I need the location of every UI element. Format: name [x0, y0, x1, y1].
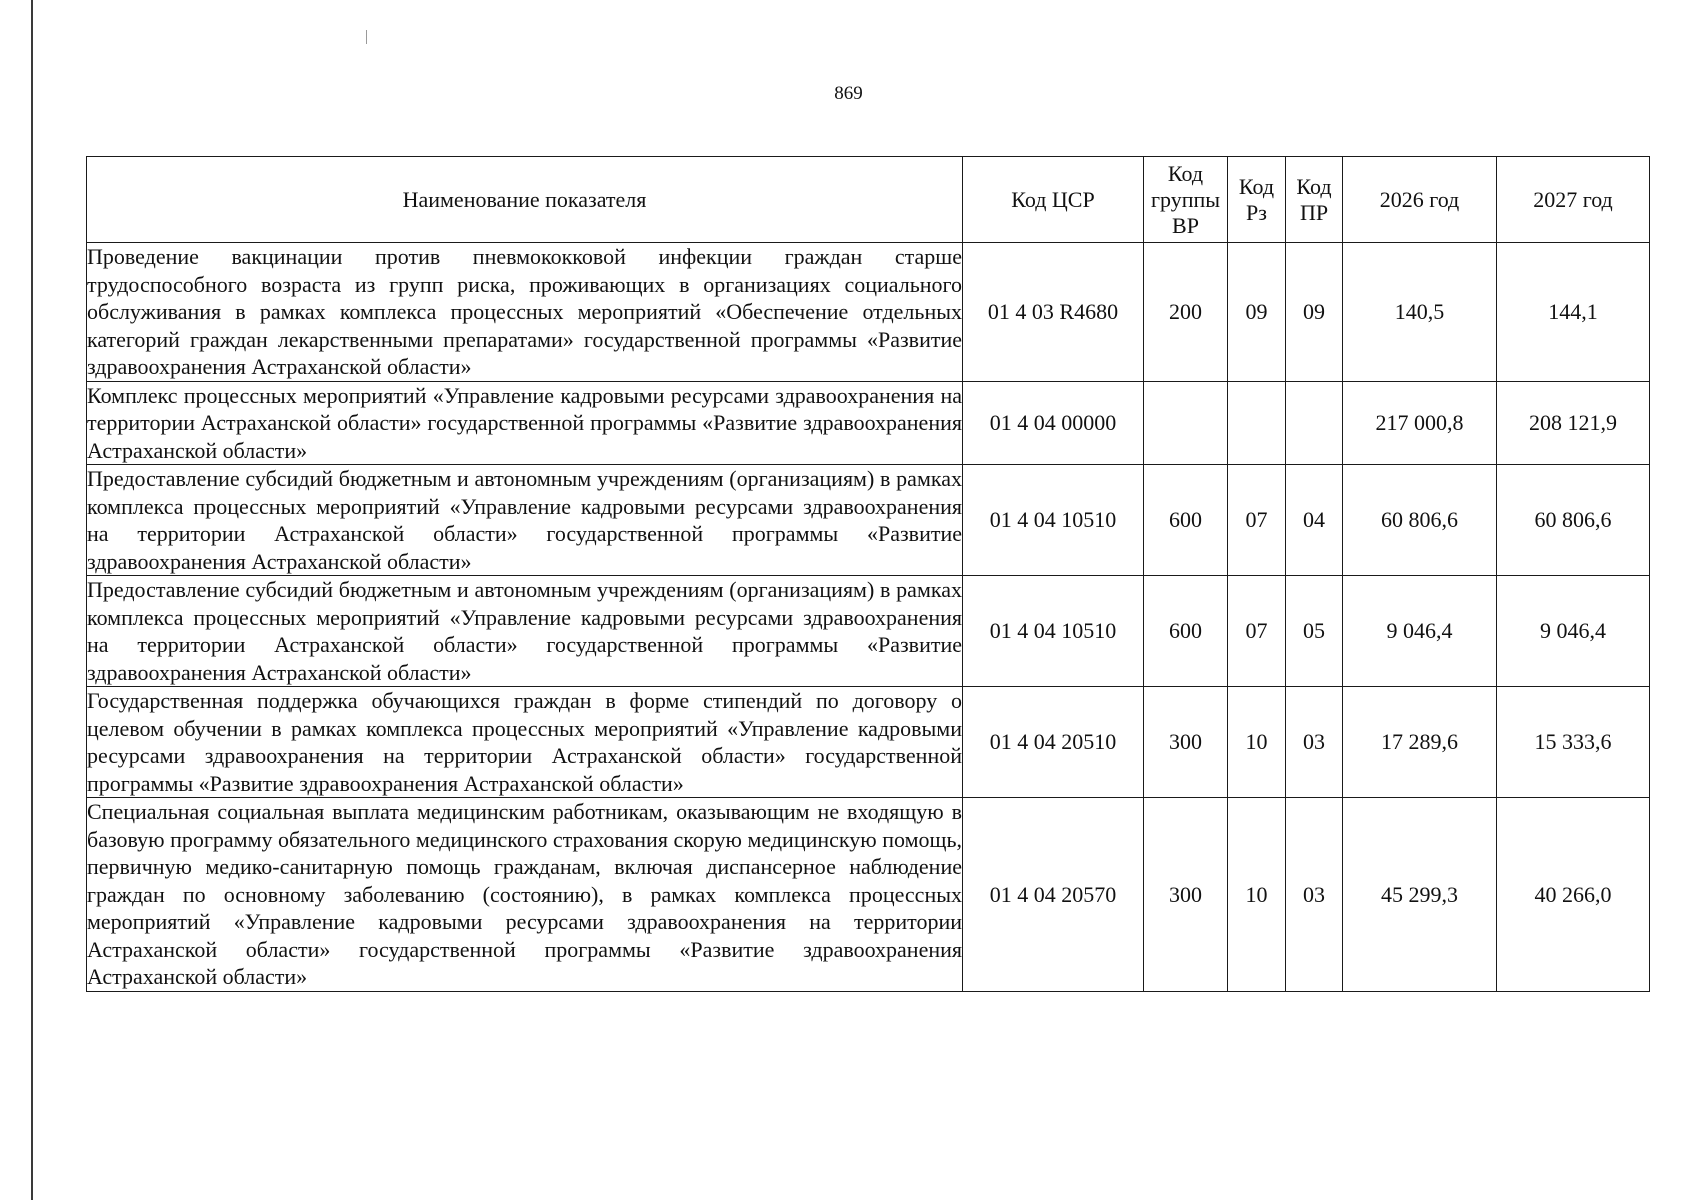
- row-2027: 40 266,0: [1497, 798, 1650, 992]
- row-rz: 09: [1228, 243, 1286, 382]
- row-pr: 03: [1286, 687, 1343, 798]
- row-name: Комплекс процессных мероприятий «Управление кадровыми ресурсами здравоохранения на территории Астраханской области» государственной программы «Развитие здравоохранения Астраханской области»: [87, 382, 962, 463]
- table-row: [87, 798, 1650, 992]
- row-csr: 01 4 04 20510: [963, 687, 1144, 798]
- row-name: Государственная поддержка обучающихся граждан в форме стипендий по договору о целевом обучении в рамках комплекса процессных мероприятий «Управление кадровыми ресурсами здравоохранения на территории Астраханской области» государственной программы «Развитие здравоохранения Астраханской области»: [87, 688, 962, 796]
- row-name: Предоставление субсидий бюджетным и автономным учреждениям (организациям) в рамках комплекса процессных мероприятий «Управление кадровыми ресурсами здравоохранения на территории Астраханской области» государственной программы «Развитие здравоохранения Астраханской области»: [87, 466, 962, 574]
- row-2027: 60 806,6: [1497, 465, 1650, 576]
- table-row: [87, 381, 1650, 465]
- header-2026: 2026 год: [1343, 157, 1497, 243]
- row-vr: 300: [1144, 798, 1228, 992]
- row-2026: 217 000,8: [1343, 381, 1497, 465]
- row-name: Предоставление субсидий бюджетным и автономным учреждениям (организациям) в рамках комплекса процессных мероприятий «Управление кадровыми ресурсами здравоохранения на территории Астраханской области» государственной программы «Развитие здравоохранения Астраханской области»: [87, 577, 962, 685]
- header-vr: Код группы ВР: [1144, 157, 1228, 243]
- row-2026: 60 806,6: [1343, 465, 1497, 576]
- table-row: [87, 465, 1650, 576]
- row-pr: 05: [1286, 576, 1343, 687]
- row-rz: [1228, 381, 1286, 465]
- row-2027: 9 046,4: [1497, 576, 1650, 687]
- row-pr: 09: [1286, 243, 1343, 382]
- row-csr: 01 4 04 10510: [963, 576, 1144, 687]
- row-pr: 04: [1286, 465, 1343, 576]
- row-rz: 10: [1228, 687, 1286, 798]
- scan-speck: [366, 30, 367, 44]
- row-rz: 07: [1228, 576, 1286, 687]
- header-rz: Код Рз: [1228, 157, 1286, 243]
- row-csr: 01 4 04 10510: [963, 465, 1144, 576]
- header-row: [87, 157, 1650, 243]
- row-vr: 600: [1144, 576, 1228, 687]
- row-2027: 208 121,9: [1497, 381, 1650, 465]
- row-rz: 10: [1228, 798, 1286, 992]
- row-pr: 03: [1286, 798, 1343, 992]
- row-csr: 01 4 04 00000: [963, 381, 1144, 465]
- row-csr: 01 4 04 20570: [963, 798, 1144, 992]
- page-number: 869: [834, 83, 863, 104]
- table-row: [87, 576, 1650, 687]
- row-2026: 9 046,4: [1343, 576, 1497, 687]
- table-row: [87, 687, 1650, 798]
- row-vr: 300: [1144, 687, 1228, 798]
- row-rz: 07: [1228, 465, 1286, 576]
- row-2027: 144,1: [1497, 243, 1650, 382]
- header-pr: Код ПР: [1286, 157, 1343, 243]
- row-pr: [1286, 381, 1343, 465]
- row-vr: 600: [1144, 465, 1228, 576]
- row-2026: 45 299,3: [1343, 798, 1497, 992]
- row-2026: 140,5: [1343, 243, 1497, 382]
- table-body: [87, 243, 1650, 992]
- table-row: [87, 243, 1650, 382]
- header-csr: Код ЦСР: [963, 157, 1144, 243]
- row-2026: 17 289,6: [1343, 687, 1497, 798]
- row-vr: [1144, 381, 1228, 465]
- table-header: [87, 157, 1650, 243]
- row-vr: 200: [1144, 243, 1228, 382]
- row-name: Специальная социальная выплата медицинским работникам, оказывающим не входящую в базовую программу обязательного медицинского страхования скорую медицинскую помощь, первичную медико-санитарную помощь гражданам, включая диспансерное наблюдение граждан по основному заболеванию (состоянию), в рамках комплекса процессных мероприятий «Управление кадровыми ресурсами здравоохранения на территории Астраханской области» государственной программы «Развитие здравоохранения Астраханской области»: [87, 799, 962, 989]
- row-name: Проведение вакцинации против пневмококковой инфекции граждан старше трудоспособного возраста из групп риска, проживающих в организациях социального обслуживания в рамках комплекса процессных мероприятий «Обеспечение отдельных категорий граждан лекарственными препаратами» государственной программы «Развитие здравоохранения Астраханской области»: [87, 244, 962, 379]
- row-2027: 15 333,6: [1497, 687, 1650, 798]
- page-edge-line: [31, 0, 33, 1200]
- budget-table: [86, 156, 1650, 992]
- header-2027: 2027 год: [1497, 157, 1650, 243]
- header-name: Наименование показателя: [87, 157, 963, 243]
- row-csr: 01 4 03 R4680: [963, 243, 1144, 382]
